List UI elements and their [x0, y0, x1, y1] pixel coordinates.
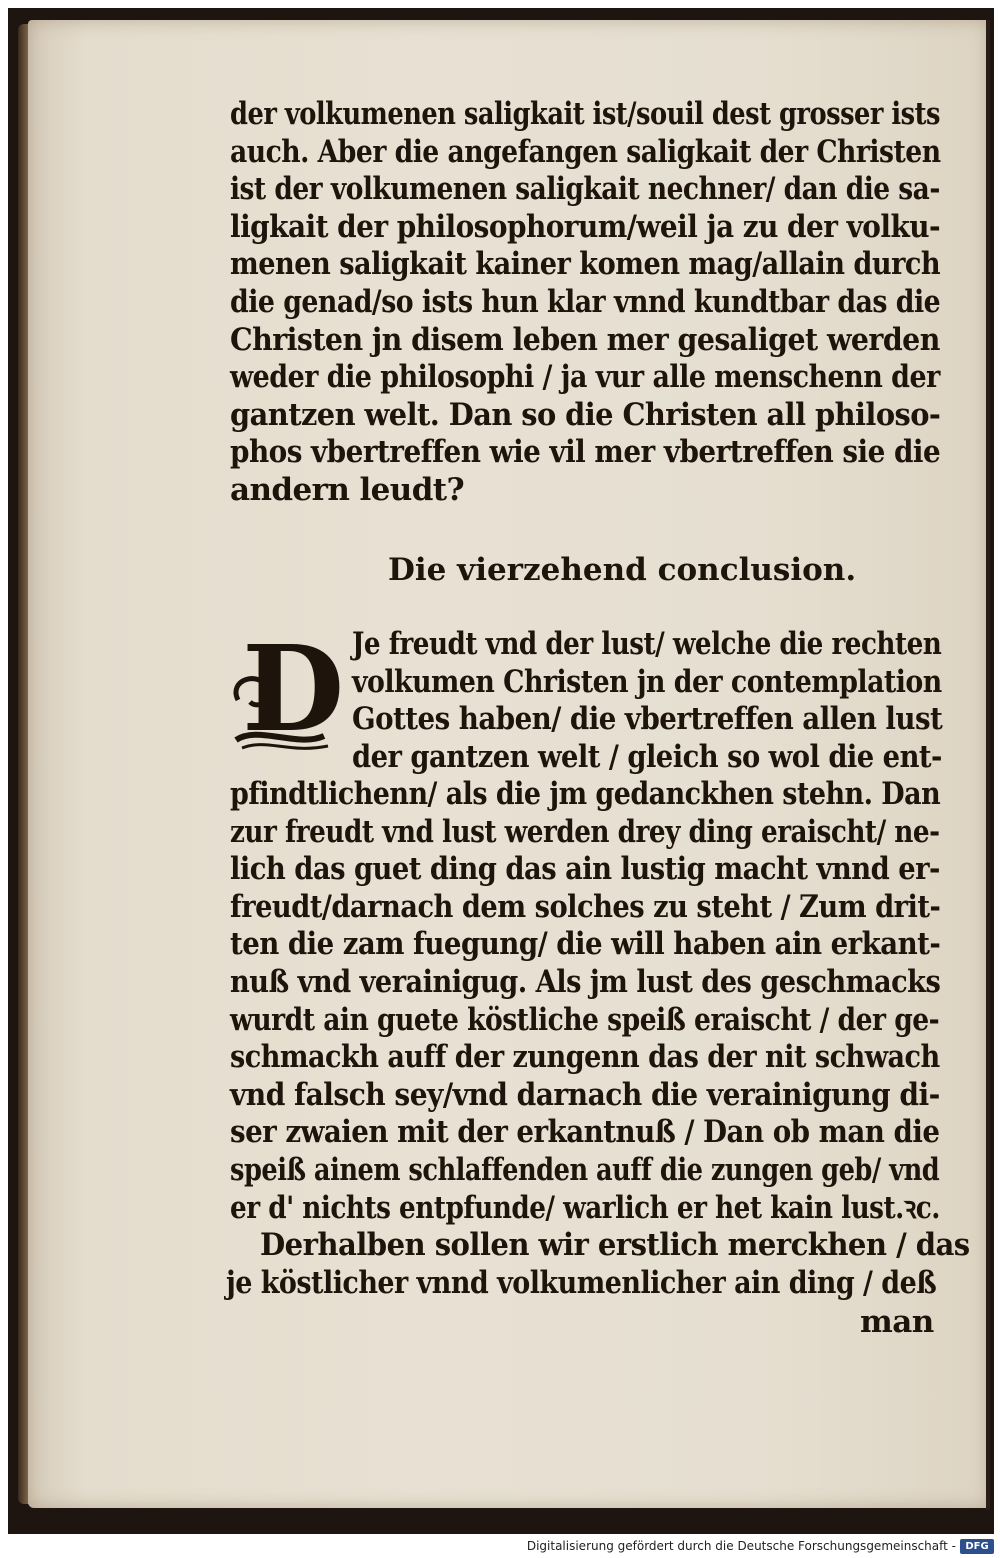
text-line: volkumen Christen jn der contemplation — [352, 663, 942, 700]
text-line: schmackh auff der zungenn das der nit schwach — [230, 1039, 940, 1076]
text-line: je köstlicher vnnd volkumenlicher ain ding / deß — [226, 1264, 937, 1301]
text-line: wurdt ain guete köstliche speiß eraischt / der ge- — [230, 1001, 940, 1038]
text-line: auch. Aber die angefangen saligkait der Christen — [230, 133, 941, 170]
text-line: Derhalben sollen wir erstlich merckhen / das — [260, 1227, 970, 1264]
text-line: ten die zam fuegung/ die will haben ain erkant- — [230, 926, 941, 963]
footer-bar — [0, 1536, 1000, 1558]
section-heading: Die vierzehend conclusion. — [388, 552, 857, 588]
text-line: zur freudt vnd lust werden drey ding eraischt/ ne- — [230, 813, 940, 850]
text-line: pfindtlichenn/ als die jm gedanckhen stehn. Dan — [230, 776, 941, 812]
text-line: Gottes haben/ die vbertreffen allen lust — [352, 701, 943, 738]
text-line: freudt/darnach dem solches zu steht / Zum drit- — [230, 888, 941, 925]
text-line: Christen jn disem leben mer gesaliget werden — [230, 321, 940, 358]
text-line: ser zwaien mit der erkantnuß / Dan ob man die — [230, 1114, 940, 1151]
footer-credit: Digitalisierung gefördert durch die Deutsche Forschungsgemeinschaft - — [526, 1539, 956, 1553]
catchword: man — [860, 1304, 934, 1340]
text-line: der gantzen welt / gleich so wol die ent- — [352, 738, 942, 775]
text-line: die genad/so ists hun klar vnnd kundtbar das die — [230, 284, 941, 320]
text-line: Je freudt vnd der lust/ welche die rechten — [352, 626, 942, 662]
text-line: lich das guet ding das ain lustig macht vnnd er- — [230, 851, 940, 888]
text-line: speiß ainem schlaffenden auff die zungen geb/ vnd — [230, 1152, 940, 1188]
dfg-logo-icon: DFG — [960, 1539, 994, 1554]
text-line: phos vbertreffen wie vil mer vbertreffen sie die — [230, 434, 941, 471]
initial-letter: D — [242, 630, 345, 755]
text-line: ist der volkumenen saligkait nechner/ dan die sa- — [230, 171, 940, 208]
text-line: nuß vnd verainigug. Als jm lust des geschmacks — [230, 964, 941, 1000]
decorated-initial-d — [228, 630, 348, 755]
text-line: menen saligkait kainer komen mag/allain durch — [230, 246, 941, 283]
text-line: vnd falsch sey/vnd darnach die verainigung di- — [230, 1076, 940, 1113]
text-line: weder die philosophi / ja vur alle menschenn der — [230, 359, 940, 396]
page-edge-right — [986, 20, 990, 1510]
text-line: gantzen welt. Dan so die Christen all philoso- — [230, 396, 941, 433]
text-line: ligkait der philosophorum/weil ja zu der volku- — [230, 208, 941, 245]
text-line: er d' nichts entpfunde/ warlich er het kain lust.ꝛc. — [230, 1189, 940, 1226]
text-line: der volkumenen saligkait ist/souil dest grosser ists — [230, 96, 940, 132]
text-line: andern leudt? — [230, 472, 465, 508]
